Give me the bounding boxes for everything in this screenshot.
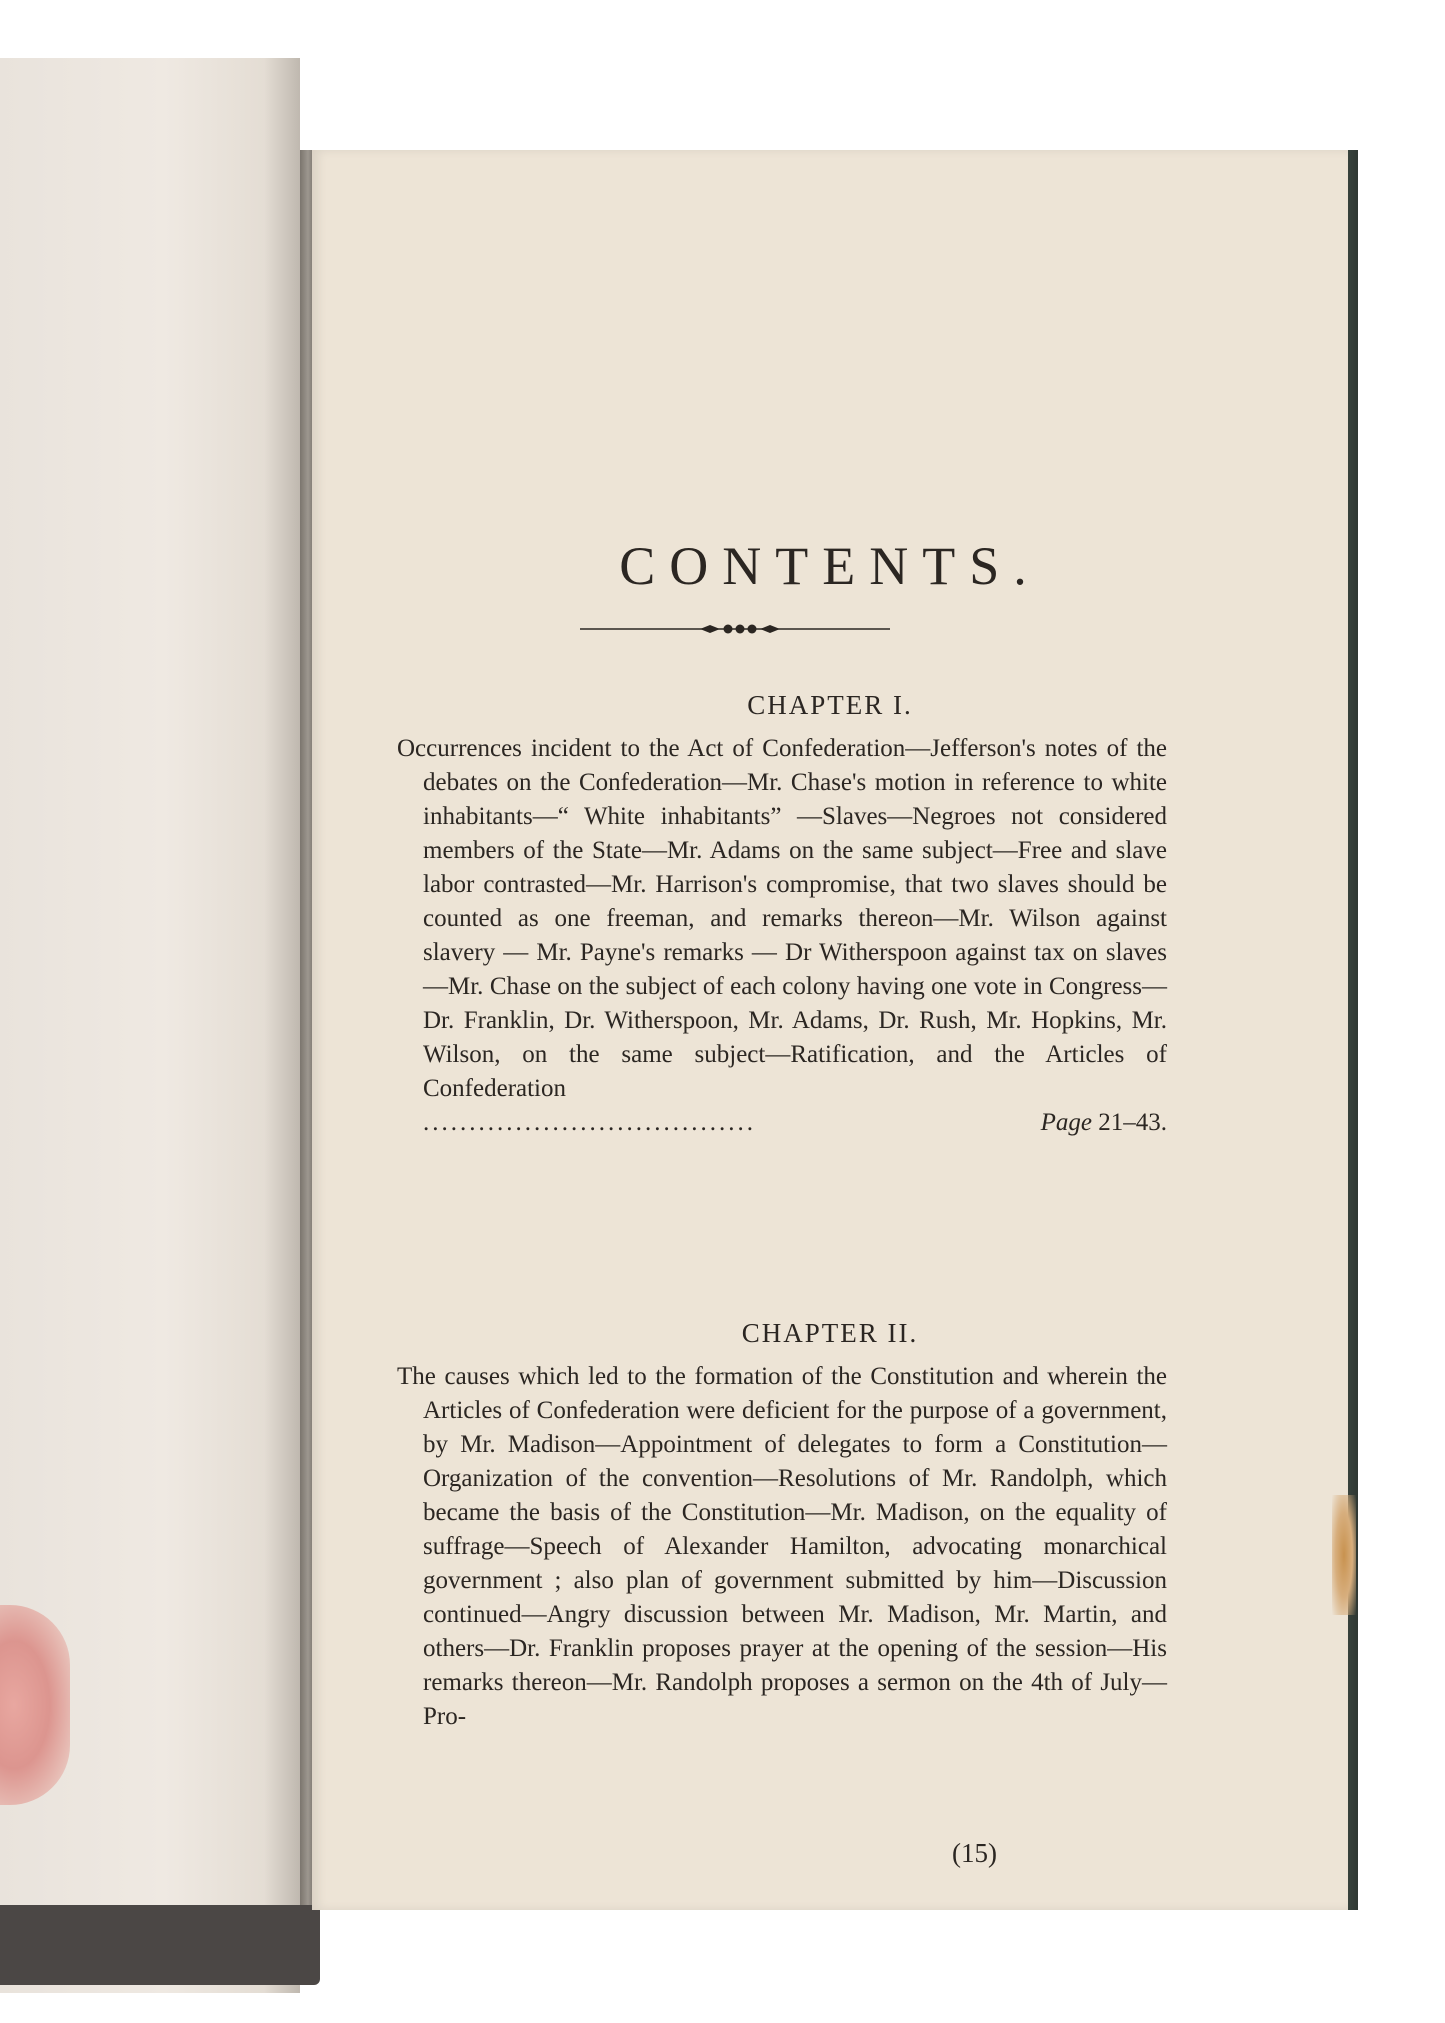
- page-title: CONTENTS.: [619, 536, 1041, 596]
- chapter-1-summary: [397, 732, 1167, 1140]
- ornament-rule-icon: [580, 619, 890, 639]
- chapter-1-page-ref: [397, 1106, 1167, 1140]
- page-range: 21–43.: [1098, 1109, 1167, 1136]
- book-cover-edge: [0, 1905, 320, 1985]
- thumb: [0, 1605, 70, 1805]
- chapter-1-text: Occurrences incident to the Act of Confederation—Jefferson's notes of the debates on the Confederation—Mr. Chase's motion in reference to white inhabitants—“ White inhabitants” —Slaves—Negroes not considered members of the State—Mr. Adams on the same subject—Free and slave labor contrasted—Mr. Harrison's compromise, that two slaves should be counted as one freeman, and remarks thereon—Mr. Wilson against slavery — Mr. Payne's remarks — Dr Witherspoon against tax on slaves—Mr. Chase on the subject of each colony having one vote in Congress—Dr. Franklin, Dr. Witherspoon, Mr. Adams, Dr. Rush, Mr. Hopkins, Mr. Wilson, on the same subject—Ratification, and the Articles of Confederation: [397, 735, 1167, 1102]
- page-label: Page: [1040, 1109, 1092, 1136]
- chapter-2-summary: [397, 1360, 1167, 1734]
- ornament-rule: [580, 619, 890, 639]
- chapter-2-heading: CHAPTER II.: [741, 1318, 919, 1348]
- contents-page: [312, 150, 1348, 1910]
- dot-leader: ....................................: [423, 1109, 756, 1136]
- chapter-2-text: The causes which led to the formation of the Constitution and wherein the Articles of Confederation were deficient for the purpose of a government, by Mr. Madison—Appointment of delegates to form a Constitution—Organization of the convention—Resolutions of Mr. Randolph, which became the basis of the Constitution—Mr. Madison, on the equality of suffrage—Speech of Alexander Hamilton, advocating monarchical government ; also plan of government submitted by him—Discussion continued—Angry discussion between Mr. Madison, Mr. Martin, and others—Dr. Franklin proposes prayer at the opening of the session—His remarks thereon—Mr. Randolph proposes a sermon on the 4th of July—Pro-: [397, 1363, 1167, 1730]
- page-content: [312, 150, 1348, 1910]
- chapter-1-heading: CHAPTER I.: [747, 690, 913, 720]
- page-number: (15): [952, 1838, 997, 1868]
